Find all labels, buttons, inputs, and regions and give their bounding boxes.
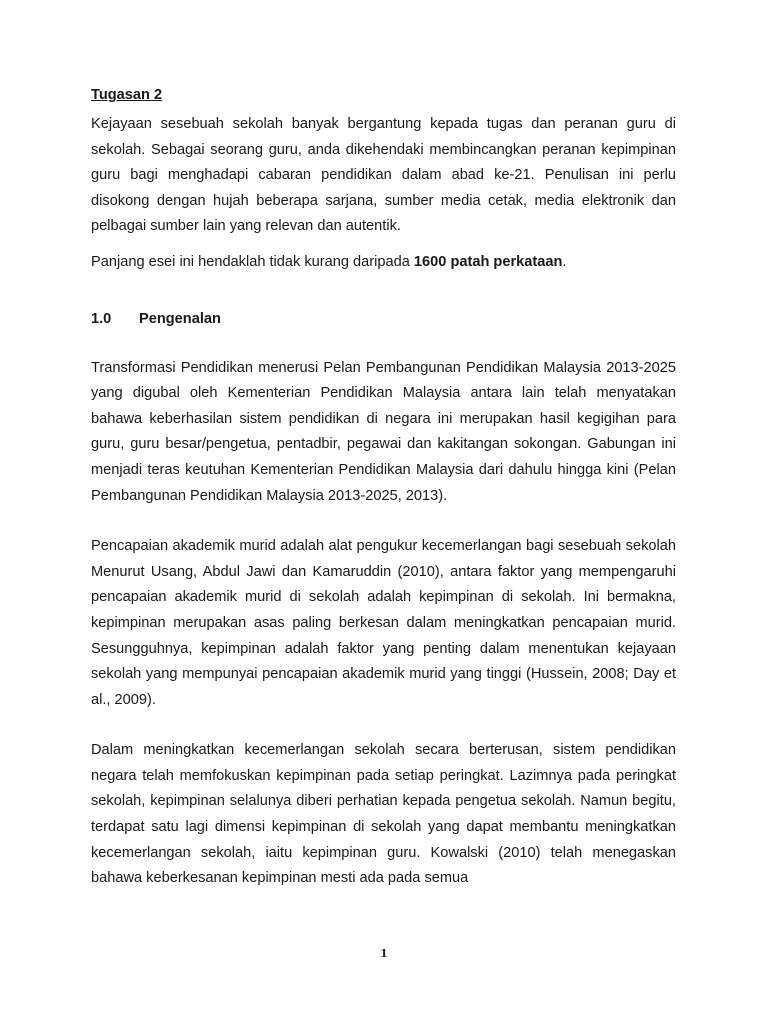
length-suffix: .	[562, 253, 567, 270]
page-number: 1	[380, 947, 388, 960]
body-paragraph: Dalam meningkatkan kecemerlangan sekolah secara berterusan, sistem pendidikan negara telah memfokuskan kepimpinan pada setiap peringkat. Lazimnya pada peringkat sekolah, kepimpinan selalunya diberi perhatian kepada pengetua sekolah. Namun begitu, terdapat satu lagi dimensi kepimpinan di sekolah yang dapat membantu meningkatkan kecemerlangan sekolah, iaitu kepimpinan guru. Kowalski (2010) telah menegaskan bahawa keberkesanan kepimpinan mesti ada pada semua	[91, 742, 676, 887]
task-title: Tugasan 2	[91, 87, 163, 103]
task-paragraph: Kejayaan sesebuah sekolah banyak bergantung kepada tugas dan peranan guru di sekolah. Sebagai seorang guru, anda dikehendaki membincangkan peranan kepimpinan guru bagi menghadapi cabaran pendidikan dalam abad ke-21. Penulisan ini perlu disokong dengan hujah beberapa sarjana, sumber media cetak, media elektronik dan pelbagai sumber lain yang relevan dan autentik.	[91, 116, 676, 235]
body-paragraph: Transformasi Pendidikan menerusi Pelan Pembangunan Pendidikan Malaysia 2013-2025 yang digubal oleh Kementerian Pendidikan Malaysia antara lain telah menyatakan bahawa keberhasilan sistem pendidikan di negara ini merupakan hasil kegigihan para guru, guru besar/pengetua, pentadbir, pegawai dan kakitangan sokongan. Gabungan ini menjadi teras keutuhan Kementerian Pendidikan Malaysia dari dahulu hingga kini (Pelan Pembangunan Pendidikan Malaysia 2013-2025, 2013).	[91, 359, 676, 504]
body-paragraph: Pencapaian akademik murid adalah alat pengukur kecemerlangan bagi sesebuah sekolah Menurut Usang, Abdul Jawi dan Kamaruddin (2010), antara faktor yang mempengaruhi pencapaian akademik murid di sekolah adalah kepimpinan di sekolah. Ini bermakna, kepimpinan merupakan asas paling berkesan dalam meningkatkan pencapaian murid. Sesungguhnya, kepimpinan adalah faktor yang penting dalam menentukan kejayaan sekolah yang mempunyai pencapaian akademik murid yang tinggi (Hussein, 2008; Day et al., 2009).	[91, 538, 676, 708]
length-requirement	[91, 250, 676, 276]
section-number: 1.0	[91, 310, 112, 327]
section-title: Pengenalan	[139, 310, 221, 327]
length-prefix: Panjang esei ini hendaklah tidak kurang daripada	[91, 253, 414, 270]
word-count-emphasis: 1600 patah perkataan	[413, 253, 563, 270]
section-heading	[91, 308, 676, 330]
document-body	[91, 84, 676, 917]
